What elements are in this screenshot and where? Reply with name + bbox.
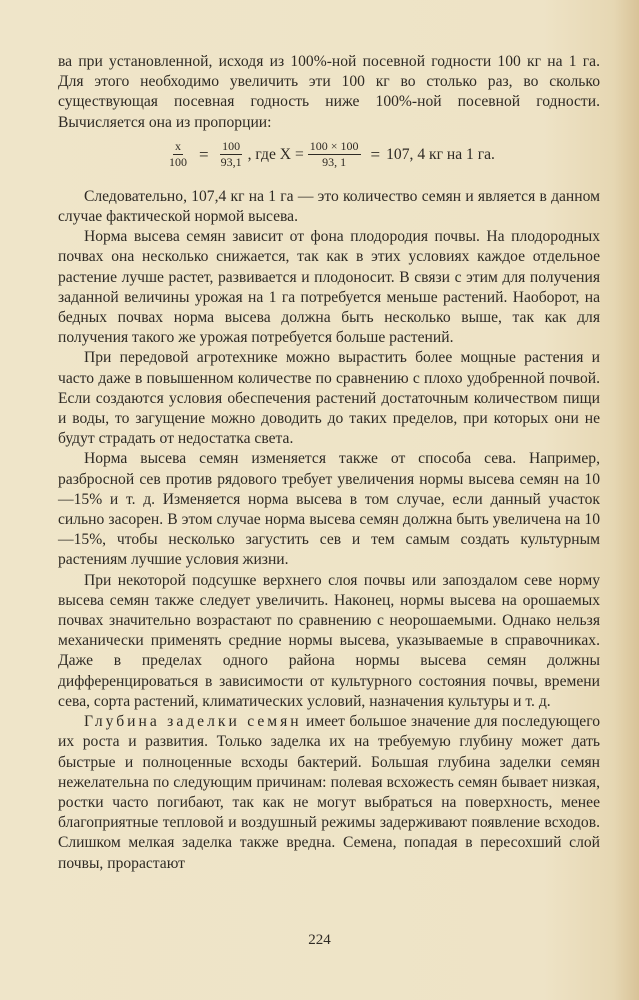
paragraph-2: Следовательно, 107,4 кг на 1 га — это количество семян и является в данном случае фактической нормой высева. (58, 187, 600, 226)
fraction-x-over-100: $\frac{x}{100}$ (169, 139, 188, 170)
paragraph-4: При передовой агротехнике можно вырастить более мощные растения и часто даже в повышенном количестве по сравнению с плохо удобренной почвой. Если создаются условия обеспечения растений достаточным количеством пищи и воды, то загущение можно доводить до таких пределов, при которых они не будут страдать от недостатка света. (58, 349, 600, 448)
paragraph-3: Норма высева семян зависит от фона плодородия почвы. На плодородных почвах она несколько снижается, так как в этих условиях каждое отдельное растение лучше растет, развивается и плодоносит. В связи с этим для получения заданной величины урожая на 1 га потребуется меньше растений. Наоборот, на бедных почвах норма высева должна быть несколько выше, так как для получения такого же урожая потребуется больше растений. (58, 228, 600, 347)
spaced-term: Глубина заделки семян (84, 713, 302, 731)
paragraph-6: При некоторой подсушке верхнего слоя почвы или запоздалом севе норму высева семян также следует увеличить. Наконец, нормы высева на орошаемых почвах значительно возрастают по сравнению с неорошаемыми. Однако нельзя механически применять средние нормы высева, указываемые в справочниках. Даже в пределах одного района нормы высева семян должны дифференцироваться в зависимости от культурного состояния почвы, времени сева, сорта растений, климатических условий, назначения культуры и т. д. (58, 571, 600, 710)
paragraph-7 (58, 712, 600, 874)
formula-result: 107, 4 кг на 1 га. (386, 145, 495, 163)
fraction-100-over-93: $\frac{100}{93,1}$ (220, 139, 242, 170)
page-number: 224 (308, 932, 331, 948)
formula-where: , где X = (247, 145, 304, 163)
page-text (58, 52, 600, 874)
paragraph-1: ва при установленной, исходя из 100%-ной посевной годности 100 кг на 1 га. Для этого необходимо увеличить эти 100 кг во столько раз, во сколько существующая посевная годность ниже 100%-ной посевной годности. Вычисляется она из пропорции: (58, 53, 600, 131)
fraction-product-over-93: $\frac{100 \times 100}{93, 1}$ (309, 139, 359, 170)
paragraph-5: Норма высева семян изменяется также от способа сева. Например, разбросной сев против рядового требует увеличения нормы высева семян на 10—15% и т. д. Изменяется норма высева в том случае, если данный участок сильно засорен. В этом случае норма высева семян должна быть увеличена на 10—15%, чтобы несколько загустить сев и тем самым создать культурным растениям лучшие условия жизни. (58, 450, 600, 569)
proportion-formula: $\frac{x}{100}$ = $\frac{100}{93,1}$ , где X = $\frac{100 \times 100}{93, 1}$ = 107, 4 кг на 1 га. (169, 139, 495, 170)
paragraph-7-body: имеет большое значение для последующего их роста и развития. Только заделка их на требуемую глубину может дать быстрые и полноценные всходы бактерий. Большая глубина заделки семян нежелательна по следующим причинам: полевая всхожесть семян бывает низкая, ростки часто погибают, так как не могут выбраться на поверхность, менее благоприятные тепловой и воздушный режимы задерживают появление всходов. Слишком мелкая заделка также вредна. Семена, попадая в пересохший слой почвы, прорастают (58, 713, 600, 872)
